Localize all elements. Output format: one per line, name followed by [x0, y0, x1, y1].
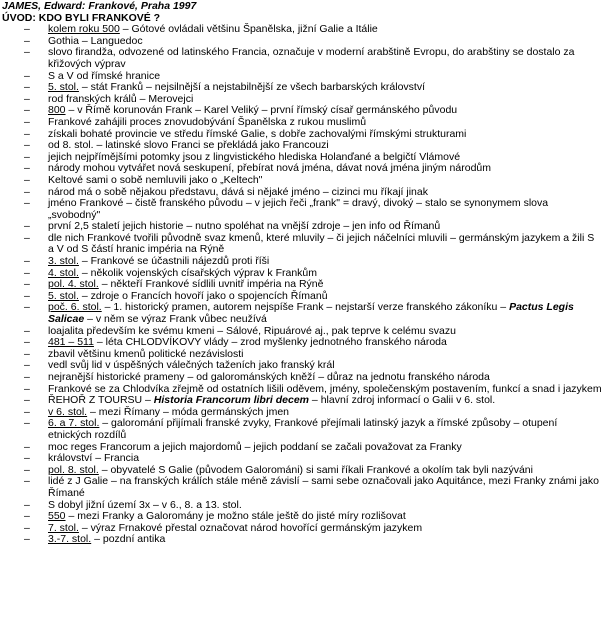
dash-bullet: – — [24, 150, 30, 163]
dash-bullet: – — [24, 115, 30, 128]
dash-bullet: – — [24, 139, 30, 152]
dash-bullet: – — [24, 162, 30, 175]
date-label: 7. stol. — [48, 521, 79, 534]
dash-bullet: – — [24, 382, 30, 395]
note-text-tail: – v něm se výraz Frank vůbec neužívá — [84, 313, 267, 326]
dash-bullet: – — [24, 266, 30, 279]
dash-bullet: – — [24, 301, 30, 314]
note-text: moc reges Francorum a jejich majordomů – jejich poddaní se začali považovat za Franky — [48, 440, 462, 453]
dash-bullet: – — [24, 185, 30, 198]
note-text: S dobyl jižní území 3x – v 6., 8. a 13. stol. — [48, 498, 242, 511]
source-citation: JAMES, Edward: Frankové, Praha 1997 — [2, 0, 197, 12]
note-text: loajalita především ke svému kmeni – Sálové, Ripuárové aj., pak teprve k celému svazu — [48, 324, 456, 337]
dash-bullet: – — [24, 475, 30, 488]
date-label: 800 — [48, 104, 66, 117]
date-label: 5. stol. — [48, 81, 79, 94]
dash-bullet: – — [24, 197, 30, 210]
dash-bullet: – — [24, 220, 30, 233]
dash-bullet: – — [24, 69, 30, 82]
note-text: – několik vojenských císařských výprav k Frankům — [78, 266, 318, 279]
note-text: – někteří Frankové sídlili uvnitř impéria na Rýně — [98, 278, 324, 291]
dash-bullet: – — [24, 92, 30, 105]
dash-bullet: – — [24, 463, 30, 476]
dash-bullet: – — [24, 371, 30, 383]
note-text: S a V od římské hranice — [48, 69, 161, 82]
dash-bullet: – — [24, 498, 30, 511]
note-text: – 1. historický pramen, autorem nejspíše Frank – nejstarší verze franského zákoníku – — [101, 301, 510, 314]
dash-bullet: – — [24, 417, 30, 430]
note-text: první 2,5 staletí jejich historie – nutno spoléhat na vnější zdroje – jen info od Římanů — [48, 220, 441, 233]
list-item — [2, 476, 604, 499]
note-text-tail: – hlavní zdroj informací o Galii v 6. stol. — [309, 394, 496, 407]
date-label: 481 – 511 — [48, 336, 94, 349]
list-item — [2, 47, 604, 70]
note-text: – v Římě korunován Frank – Karel Veliký – první římský císař germánského původu — [65, 104, 458, 117]
section-heading: ÚVOD: KDO BYLI FRANKOVÉ ? — [2, 11, 161, 24]
note-text: království – Francia — [48, 452, 140, 465]
date-label: 550 — [48, 510, 66, 523]
note-text: Gothia – Languedoc — [48, 34, 143, 47]
date-label: 5. stol. — [48, 289, 79, 302]
dash-bullet: – — [24, 521, 30, 534]
list-item — [2, 302, 604, 325]
dash-bullet: – — [24, 81, 30, 94]
dash-bullet: – — [24, 23, 30, 36]
note-text: Frankové zahájili proces znovudobývání Španělska z rukou muslimů — [48, 115, 367, 128]
dash-bullet: – — [24, 255, 30, 268]
list-item — [2, 198, 604, 221]
dash-bullet: – — [24, 104, 30, 117]
dash-bullet: – — [24, 405, 30, 418]
note-text: – Frankové se účastnili nájezdů proti říši — [78, 255, 270, 268]
note-text: ŘEHOŘ Z TOURSU – — [48, 394, 154, 407]
notes-list — [2, 24, 604, 546]
date-label: pol. 8. stol. — [48, 463, 99, 476]
work-title: Pactus Legis Salicae — [48, 301, 574, 326]
dash-bullet: – — [24, 440, 30, 453]
note-text: – Gótové ovládali většinu Španělska, jižní Galie a Itálie — [119, 23, 378, 36]
note-text: rod franských králů – Merovejci — [48, 92, 194, 105]
note-text: – výraz Frnakové přestal označovat národ hovořící germánským jazykem — [78, 521, 423, 534]
note-text: – mezi Římany – móda germánských jmen — [87, 405, 290, 418]
dash-bullet: – — [24, 46, 30, 59]
note-text: – obyvatelé S Galie (původem Galorománi) si sami říkali Frankové a okolím tak byli nazýváni — [98, 463, 533, 476]
note-text: Frankové se za Chlodvíka zřejmě od ostatních lišili oděvem, jmény, společenským postavením, funkcí a snad i jazykem — [48, 382, 602, 395]
date-label: 3.-7. stol. — [48, 533, 92, 546]
dash-bullet: – — [24, 324, 30, 337]
dash-bullet: – — [24, 510, 30, 523]
dash-bullet: – — [24, 359, 30, 372]
dash-bullet: – — [24, 289, 30, 302]
note-text: národy mohou vytvářet nová seskupení, přebírat nová jména, dávat nová jména jiným národům — [48, 162, 491, 175]
note-text: lidé z J Galie – na franských králích stále méně závislí – sami sebe označovali jako Aquitánce, mezi Franky známi jako Římané — [48, 475, 599, 499]
list-item — [2, 233, 604, 256]
dash-bullet: – — [24, 127, 30, 140]
date-label: v 6. stol. — [48, 405, 88, 418]
note-text: jméno Frankové – čistě franského původu – v jejich řeči „frank" = dravý, divoký – stalo se synonymem slova „svobodný" — [48, 197, 549, 221]
note-text: dle nich Frankové tvořili původně svaz kmenů, které mluvily – či jejich náčelníci mluvili – germánským jazykem a žili S a V od S částí hranic impéria na Rýně — [48, 231, 595, 256]
dash-bullet: – — [24, 173, 30, 186]
note-text: vedl svůj lid v úspěšných válečných taženích jako franský král — [48, 359, 335, 372]
note-text: – pozdní antika — [91, 533, 166, 546]
note-text: – zdroje o Francích hovoří jako o spojencích Římanů — [78, 289, 328, 302]
date-label: 4. stol. — [48, 266, 79, 279]
note-text: zbavil většinu kmenů politické nezávislosti — [48, 347, 244, 360]
note-text: – léta CHLODVÍKOVY vlády – zrod myšlenky jednotného franského národa — [93, 336, 447, 349]
note-text: – stát Franků – nejsilnější a nejstabilnější ze všech barbarských království — [78, 81, 426, 94]
dash-bullet: – — [24, 231, 30, 244]
work-title: Historia Francorum libri decem — [153, 394, 310, 407]
note-text: slovo firandža, odvozené od latinského Francia, označuje v moderní arabštině Evropu, do arabštiny se dostalo za křižových výprav — [48, 46, 575, 70]
date-label: 3. stol. — [48, 255, 79, 268]
list-item — [2, 418, 604, 441]
note-text: od 8. stol. – latinské slovo Franci se překládá jako Francouzi — [48, 139, 329, 152]
dash-bullet: – — [24, 533, 30, 546]
dash-bullet: – — [24, 452, 30, 465]
dash-bullet: – — [24, 394, 30, 407]
list-item — [2, 534, 604, 546]
document-page — [2, 1, 604, 546]
dash-bullet: – — [24, 278, 30, 291]
dash-bullet: – — [24, 336, 30, 349]
dash-bullet: – — [24, 34, 30, 47]
note-text: získali bohaté provincie ve středu římské Galie, s dobře zachovalými římskými strukturami — [48, 127, 467, 140]
note-text: – mezi Franky a Galoromány je možno stále ještě do jisté míry rozlišovat — [65, 510, 406, 523]
date-label: 6. a 7. stol. — [48, 417, 100, 430]
note-text: národ má o sobě nějakou představu, dává si nějaké jméno – cizinci mu říkají jinak — [48, 185, 428, 198]
date-label: kolem roku 500 — [48, 23, 120, 36]
dash-bullet: – — [24, 347, 30, 360]
note-text: – galoromání přijímali franské zvyky, Frankové přejímali latinský jazyk a římské způsoby – otupení etnických rozdílů — [48, 417, 558, 441]
date-label: pol. 4. stol. — [48, 278, 99, 291]
note-text: Keltové sami o sobě nemluvili jako o „Keltech" — [48, 173, 263, 186]
note-text: jejich nejpřímějšími potomky jsou z lingvistického hlediska Holanďané a belgičtí Vlámové — [48, 150, 461, 163]
note-text: nejranější historické prameny – od galorománských kněží – důraz na jednotu franského národa — [48, 371, 490, 383]
date-label: poč. 6. stol. — [48, 301, 102, 314]
